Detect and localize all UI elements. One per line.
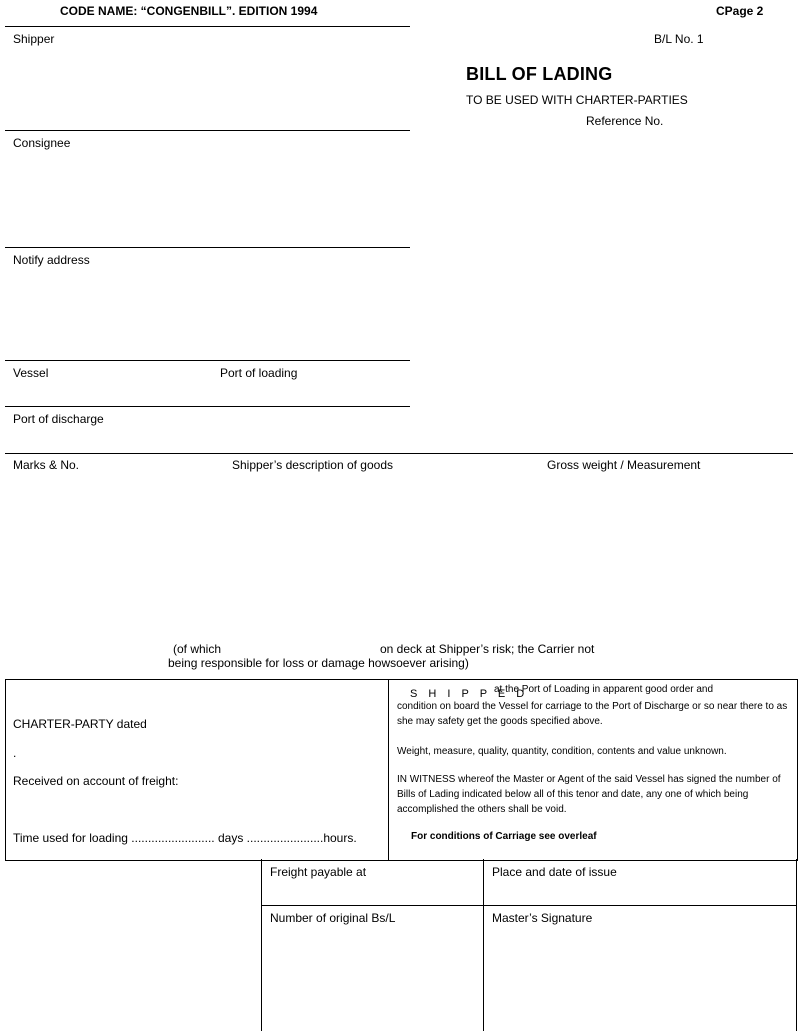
gross-weight-label: Gross weight / Measurement bbox=[547, 458, 701, 472]
charter-party-dot: . bbox=[13, 746, 17, 760]
divider-top bbox=[5, 26, 410, 27]
document-title: BILL OF LADING bbox=[466, 64, 613, 84]
weight-unknown-clause: Weight, measure, quality, quantity, condition, contents and value unknown. bbox=[397, 746, 727, 757]
document-subtitle: TO BE USED WITH CHARTER-PARTIES bbox=[466, 93, 688, 107]
consignee-field[interactable] bbox=[5, 152, 410, 244]
page-number: CPage 2 bbox=[716, 4, 764, 18]
charter-box-divider bbox=[388, 679, 389, 860]
notify-address-field[interactable] bbox=[5, 269, 410, 357]
shipped-clause: condition on board the Vessel for carriage to the Port of Discharge or so near there to as she may safety get the goods specified above. bbox=[397, 701, 788, 727]
shipped-line1: at the Port of Loading in apparent good order and bbox=[494, 684, 714, 695]
vessel-label: Vessel bbox=[13, 366, 49, 380]
bottom-row-divider bbox=[261, 905, 796, 906]
bottom-right-border bbox=[796, 859, 797, 1031]
master-signature-label: Master’s Signature bbox=[492, 911, 593, 925]
notify-address-label: Notify address bbox=[13, 253, 90, 267]
time-used-loading-label: Time used for loading ......................... days .......................hours. bbox=[13, 831, 357, 845]
port-of-loading-label: Port of loading bbox=[220, 366, 298, 380]
received-freight-label: Received on account of freight: bbox=[13, 774, 179, 788]
code-name: CODE NAME: “CONGENBILL”. EDITION 1994 bbox=[60, 4, 318, 18]
conditions-overleaf: For conditions of Carriage see overleaf bbox=[411, 831, 597, 842]
charter-party-dated-label: CHARTER-PARTY dated bbox=[13, 717, 147, 731]
divider-vessel bbox=[5, 406, 410, 407]
deck-note-risk: on deck at Shipper’s risk; the Carrier not bbox=[380, 642, 595, 656]
divider-goods bbox=[5, 453, 793, 454]
witness-clause: IN WITNESS whereof the Master or Agent of the said Vessel has signed the number of Bills of Lading indicated below all of this tenor and date, any one of which being accomplished the others shall be void. bbox=[397, 774, 781, 815]
divider-consignee bbox=[5, 247, 410, 248]
shipped-word: S H I P P E D bbox=[410, 688, 529, 700]
marks-no-label: Marks & No. bbox=[13, 458, 80, 472]
consignee-label: Consignee bbox=[13, 136, 71, 150]
shipper-label: Shipper bbox=[13, 32, 55, 46]
divider-shipper bbox=[5, 130, 410, 131]
divider-notify bbox=[5, 360, 410, 361]
master-signature-field[interactable] bbox=[484, 928, 795, 1028]
bottom-left-border bbox=[261, 859, 262, 1031]
reference-number-label: Reference No. bbox=[586, 114, 664, 128]
freight-payable-label: Freight payable at bbox=[270, 865, 367, 879]
port-of-discharge-label: Port of discharge bbox=[13, 412, 104, 426]
goods-field[interactable] bbox=[5, 476, 793, 636]
goods-description-label: Shipper’s description of goods bbox=[232, 458, 393, 472]
deck-note-line2: being responsible for loss or damage howsoever arising) bbox=[168, 656, 469, 670]
shipper-field[interactable] bbox=[5, 48, 410, 128]
original-bsl-label: Number of original Bs/L bbox=[270, 911, 396, 925]
place-date-issue-label: Place and date of issue bbox=[492, 865, 617, 879]
deck-note-start: (of which bbox=[173, 642, 222, 656]
bl-number: B/L No. 1 bbox=[654, 32, 704, 46]
